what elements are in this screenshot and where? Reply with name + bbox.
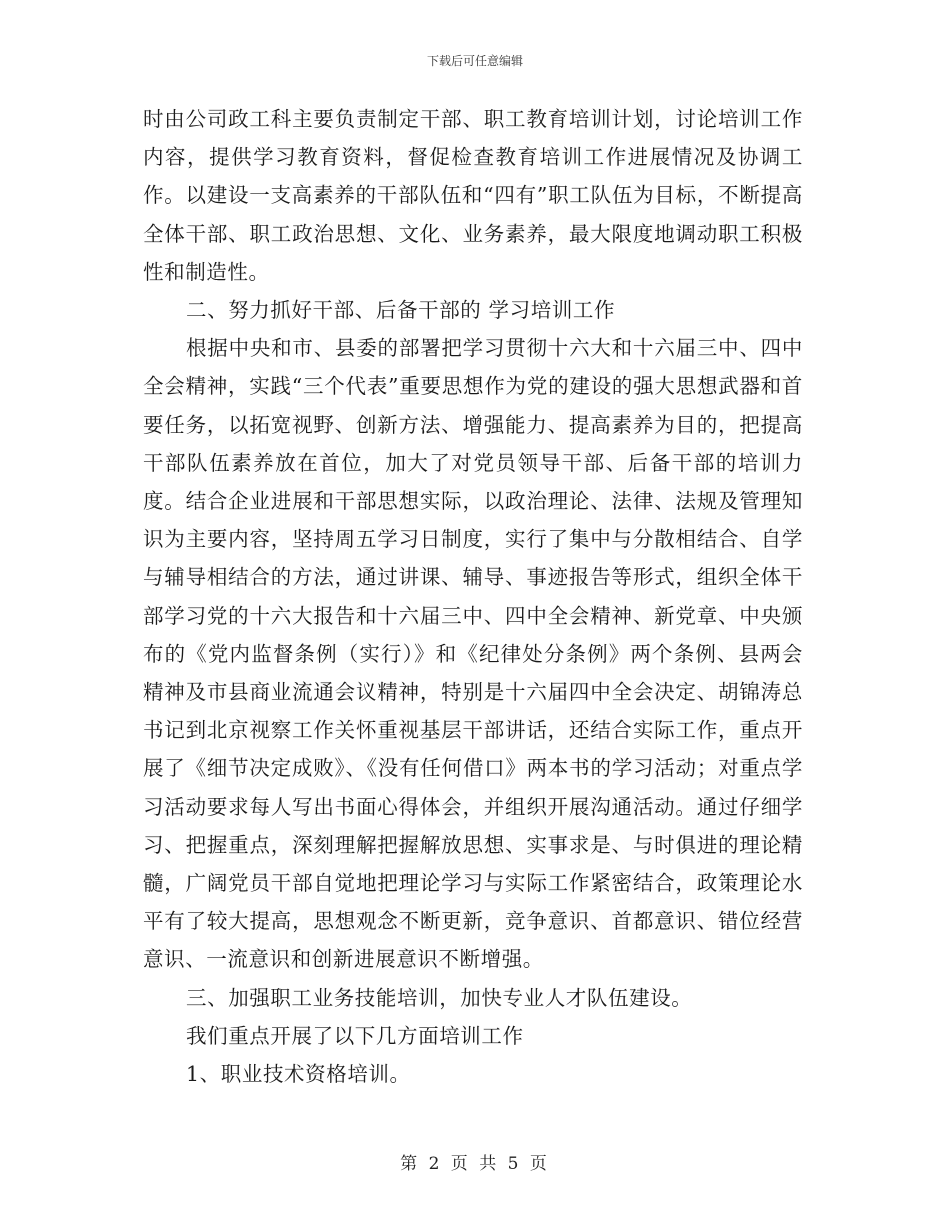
section-heading-2: 二、努力抓好干部、后备干部的 学习培训工作: [186, 298, 616, 323]
page-header: 下载后可任意编辑: [426, 54, 523, 68]
paragraph-body: 根据中央和市、县委的部署把学习贯彻十六大和十六届三中、四中全会精神，实践“三个代表”重要思想作为党的建设的强大思想武器和首要任务，以拓宽视野、创新方法、增强能力、提高素养为目的，把提高干部队伍素养放在首位，加大了对党员领导干部、后备干部的培训力度。结合企业进展和干部思想实际，以政治理论、法律、法规及管理知识为主要内容，坚持周五学习日制度，实行了集中与分散相结合、自学与辅导相结合的方法，通过讲课、辅导、事迹报告等形式，组织全体干部学习党的十六大报告和十六届三中、四中全会精神、新党章、中央颁布的《党内监督条例（实行）》和《纪律处分条例》两个条例、县两会精神及市县商业流通会议精神，特别是十六届四中全会决定、胡锦涛总书记到北京视察工作关怀重视基层干部讲话，还结合实际工作，重点开展了《细节决定成败》、《没有任何借口》两本书的学习活动；对重点学习活动要求每人写出书面心得体会，并组织开展沟通活动。通过仔细学习、把握重点，深刻理解把握解放思想、实事求是、与时俱进的理论精髓，广阔党员干部自觉地把理论学习与实际工作紧密结合，政策理论水平有了较大提高，思想观念不断更新，竞争意识、首都意识、错位经营意识、一流意识和创新进展意识不断增强。: [143, 336, 803, 972]
section-heading-3: 三、加强职工业务技能培训，加快专业人才队伍建设。: [186, 985, 693, 1010]
paragraph-continued: 时由公司政工科主要负责制定干部、职工教育培训计划，讨论培训工作内容，提供学习教育资料，督促检查教育培训工作进展情况及协调工作。以建设一支高素养的干部队伍和“四有”职工队伍为目标，不断提高全体干部、职工政治思想、文化、业务素养，最大限度地调动职工积极性和制造性。: [143, 107, 803, 284]
page-number: 第 2 页 共 5 页: [400, 1154, 550, 1174]
list-item-1: 1、职业技术资格培训。: [186, 1062, 411, 1087]
paragraph-intro: 我们重点开展了以下几方面培训工作: [186, 1023, 524, 1048]
document-body: [143, 100, 803, 1093]
